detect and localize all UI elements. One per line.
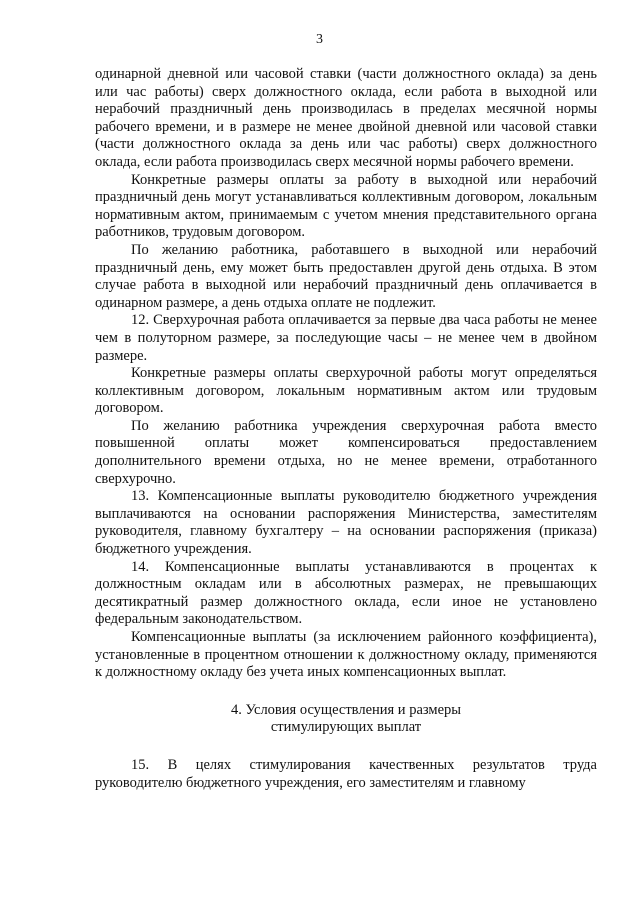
section-heading-line-1: 4. Условия осуществления и размеры — [230, 701, 462, 718]
paragraph-item-12: 12. Сверхурочная работа оплачивается за первые два часа работы не менее чем в полуторном размере, за последующие часы – не менее чем в двойном размере. — [95, 312, 597, 364]
paragraph: Конкретные размеры оплаты за работу в выходной или нерабочий праздничный день могут устанавливаться коллективным договором, локальным нормативным актом, принимаемым с учетом мнения представительного органа работников, трудовым договором. — [95, 171, 597, 241]
section-heading-line-2: стимулирующих выплат — [270, 719, 422, 736]
paragraph: Конкретные размеры оплаты сверхурочной работы могут определяться коллективным договором, локальным нормативным актом или трудовым договором. — [95, 365, 597, 417]
document-body — [95, 66, 597, 792]
paragraph-item-15: 15. В целях стимулирования качественных результатов труда руководителю бюджетного учреждения, его заместителям и главному — [95, 756, 597, 791]
paragraph-continuation: одинарной дневной или часовой ставки (части должностного оклада) за день или час работы) сверх должностного оклада, если работа в выходной или нерабочий праздничный день производилась в пределах месячной нормы рабочего времени, и в размере не менее двойной дневной или часовой ставки (части должностного оклада за день или час работы) сверх должностного оклада, если работа производилась сверх месячной нормы рабочего времени. — [95, 66, 597, 170]
paragraph-item-14: 14. Компенсационные выплаты устанавливаются в процентах к должностным окладам или в абсолютных размерах, не превышающих десятикратный размер должностного оклада, если иное не установлено федеральным законодательством. — [95, 558, 597, 628]
paragraph: По желанию работника учреждения сверхурочная работа вместо повышенной оплаты может компенсироваться предоставлением дополнительного времени отдыха, но не менее времени, отработанного сверхурочно. — [95, 417, 597, 487]
section-heading — [95, 702, 597, 737]
paragraph-item-13: 13. Компенсационные выплаты руководителю бюджетного учреждения выплачиваются на основании распоряжения Министерства, заместителям руководителя, главному бухгалтеру – на основании распоряжения (приказа) бюджетного учреждения. — [95, 488, 597, 558]
paragraph: По желанию работника, работавшего в выходной или нерабочий праздничный день, ему может быть предоставлен другой день отдыха. В этом случае работа в выходной или нерабочий праздничный день оплачивается в одинарном размере, а день отдыха оплате не подлежит. — [95, 241, 597, 311]
paragraph: Компенсационные выплаты (за исключением районного коэффициента), установленные в процентном отношении к должностному окладу, применяются к должностному окладу без учета иных компенсационных выплат. — [95, 629, 597, 681]
page-number: 3 — [316, 32, 323, 47]
